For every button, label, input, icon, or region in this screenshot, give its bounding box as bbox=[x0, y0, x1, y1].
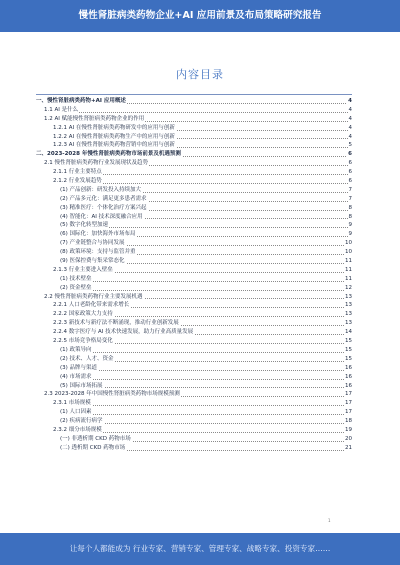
toc-entry-page: 13 bbox=[345, 311, 352, 318]
toc-entry-page: 17 bbox=[345, 409, 352, 416]
toc-entry-page: 13 bbox=[345, 293, 352, 300]
toc-entry-page: 15 bbox=[345, 346, 352, 353]
toc-entry[interactable] bbox=[36, 364, 352, 373]
toc-leader-dots bbox=[68, 281, 348, 282]
toc-entry-title: (3) 品牌与渠道 bbox=[60, 364, 98, 371]
toc-entry-page: 15 bbox=[345, 338, 352, 345]
toc-entry[interactable] bbox=[36, 230, 352, 239]
toc-entry[interactable] bbox=[36, 213, 352, 222]
toc-entry[interactable] bbox=[36, 408, 352, 417]
toc-entry[interactable] bbox=[36, 97, 352, 106]
toc-entry[interactable] bbox=[36, 275, 352, 284]
toc-entry-title: (4) 市场需求 bbox=[60, 373, 92, 380]
toc-entry-title: 1.2.2 AI 在慢性肾脏病类药物生产中的应用与创新 bbox=[53, 133, 175, 140]
toc-entry-title: (二) 透析期 CKD 药物市场 bbox=[60, 444, 126, 451]
toc-entry-title: (5) 国际市场拓展 bbox=[60, 382, 103, 389]
toc-entry-title: (8) 政策环境：支持与监管并重 bbox=[60, 249, 136, 256]
toc-leader-dots bbox=[68, 387, 348, 388]
toc-entry-title: (1) 技术壁垒 bbox=[60, 275, 92, 282]
toc-entry[interactable] bbox=[36, 444, 352, 453]
toc-entry-page: 17 bbox=[345, 400, 352, 407]
toc-entry[interactable] bbox=[36, 204, 352, 213]
toc-entry-title: (3) 精准医疗：个体化治疗方案兴起 bbox=[60, 204, 147, 211]
toc-entry[interactable] bbox=[36, 257, 352, 266]
toc-entry[interactable] bbox=[36, 124, 352, 133]
toc-entry-page: 11 bbox=[345, 258, 352, 265]
toc-entry-title: (1) 人口因素 bbox=[60, 409, 92, 416]
toc-entry[interactable] bbox=[36, 133, 352, 142]
toc-entry-page: 12 bbox=[345, 284, 352, 291]
toc-entry-title: 1.2 AI 赋能慢性肾脏病类药物企业的作用 bbox=[44, 115, 145, 122]
table-of-contents bbox=[36, 97, 352, 453]
toc-entry-page: 16 bbox=[345, 382, 352, 389]
toc-entry-page: 21 bbox=[345, 444, 352, 451]
toc-entry[interactable] bbox=[36, 301, 352, 310]
toc-entry[interactable] bbox=[36, 221, 352, 230]
toc-entry[interactable] bbox=[36, 239, 352, 248]
toc-entry[interactable] bbox=[36, 399, 352, 408]
toc-leader-dots bbox=[68, 290, 348, 291]
toc-entry-title: 2.2.1 人口老龄化带来需求增长 bbox=[53, 302, 130, 309]
toc-entry-page: 11 bbox=[345, 275, 352, 282]
toc-entry-title: 2.3.2 细分市场规模 bbox=[53, 426, 102, 433]
toc-entry-page: 4 bbox=[348, 133, 352, 140]
toc-entry-title: 2.2.5 市场竞争格局变化 bbox=[53, 338, 113, 345]
toc-entry-page: 6 bbox=[348, 160, 352, 167]
toc-leader-dots bbox=[68, 227, 348, 228]
toc-entry-title: (一) 非透析期 CKD 药物市场 bbox=[60, 435, 131, 442]
toc-entry[interactable] bbox=[36, 319, 352, 328]
toc-entry-page: 15 bbox=[345, 355, 352, 362]
toc-entry-page: 8 bbox=[348, 204, 352, 211]
toc-entry[interactable] bbox=[36, 159, 352, 168]
toc-entry[interactable] bbox=[36, 293, 352, 302]
toc-entry-page: 14 bbox=[345, 329, 352, 336]
page-number: 1 bbox=[328, 518, 331, 523]
toc-entry-page: 7 bbox=[348, 186, 352, 193]
toc-leader-dots bbox=[52, 112, 348, 113]
toc-entry-page: 9 bbox=[348, 231, 352, 238]
toc-heading: 内容目录 bbox=[176, 68, 224, 81]
toc-entry-title: (7) 产业链整合与协同发展 bbox=[60, 240, 125, 247]
toc-entry-page: 7 bbox=[348, 195, 352, 202]
toc-entry-page: 9 bbox=[348, 222, 352, 229]
toc-entry[interactable] bbox=[36, 106, 352, 115]
toc-entry-title: 1.2.1 AI 在慢性肾脏病类药物研发中的应用与创新 bbox=[53, 124, 175, 131]
toc-entry-title: (1) 产品创新：研发投入持续加大 bbox=[60, 186, 142, 193]
toc-entry-title: (1) 政策导向 bbox=[60, 346, 92, 353]
toc-leader-dots bbox=[61, 405, 348, 406]
toc-leader-dots bbox=[68, 370, 348, 371]
report-title: 慢性肾脏病类药物企业+AI 应用前景及布局策略研究报告 bbox=[78, 10, 322, 21]
toc-entry-page: 17 bbox=[345, 391, 352, 398]
toc-entry-title: (2) 疾病流行病学 bbox=[60, 418, 103, 425]
toc-entry-title: 1.2.3 AI 在慢性肾脏病类药物营销中的应用与创新 bbox=[53, 142, 175, 149]
toc-entry-title: 2.3 2023-2028 年中国慢性肾脏病类药物市场规模预测 bbox=[44, 391, 180, 398]
toc-entry-page: 6 bbox=[348, 151, 352, 158]
toc-entry-page: 6 bbox=[348, 169, 352, 176]
toc-entry-title: 2.2.2 国家政策大力支持 bbox=[53, 311, 113, 318]
toc-entry-page: 4 bbox=[348, 115, 352, 122]
toc-entry-title: 2.2 慢性肾脏病类药物行业主要发展机遇 bbox=[44, 293, 143, 300]
toc-entry-title: (9) 医保控费与集采常态化 bbox=[60, 258, 125, 265]
toc-divider bbox=[36, 94, 352, 95]
toc-leader-dots bbox=[61, 432, 348, 433]
toc-entry-page: 8 bbox=[348, 213, 352, 220]
toc-entry-title: 2.1.3 行业主要进入壁垒 bbox=[53, 266, 113, 273]
toc-entry-title: 1.1 AI 是什么 bbox=[44, 106, 79, 113]
toc-leader-dots bbox=[68, 414, 348, 415]
toc-entry[interactable] bbox=[36, 337, 352, 346]
toc-entry-title: (2) 技术、人才、资金 bbox=[60, 355, 114, 362]
toc-entry[interactable] bbox=[36, 328, 352, 337]
toc-entry-title: (2) 产品多元化：满足更多患者需求 bbox=[60, 195, 147, 202]
toc-entry-page: 18 bbox=[345, 418, 352, 425]
toc-entry-page: 4 bbox=[348, 124, 352, 131]
toc-entry-page: 10 bbox=[345, 249, 352, 256]
toc-leader-dots bbox=[61, 174, 348, 175]
toc-entry[interactable] bbox=[36, 284, 352, 293]
toc-entry-page: 19 bbox=[345, 426, 352, 433]
toc-entry[interactable] bbox=[36, 115, 352, 124]
toc-entry[interactable] bbox=[36, 141, 352, 150]
toc-entry-title: 2.1.2 行业发展趋势 bbox=[53, 178, 102, 185]
toc-entry-title: 2.2.4 数字医疗与 AI 技术快速发展，助力行业高质量发展 bbox=[53, 329, 194, 336]
toc-entry[interactable] bbox=[36, 390, 352, 399]
toc-entry-title: 2.1 慢性肾脏病类药物行业发展现状及趋势 bbox=[44, 160, 148, 167]
toc-entry-page: 13 bbox=[345, 302, 352, 309]
toc-leader-dots bbox=[68, 423, 348, 424]
toc-entry-title: (4) 智能化：AI 技术深度融合应用 bbox=[60, 213, 143, 220]
toc-entry-page: 16 bbox=[345, 364, 352, 371]
toc-entry[interactable] bbox=[36, 168, 352, 177]
toc-entry[interactable] bbox=[36, 426, 352, 435]
toc-entry[interactable] bbox=[36, 310, 352, 319]
toc-entry[interactable] bbox=[36, 195, 352, 204]
toc-entry-title: (6) 国际化：加快海外市场布局 bbox=[60, 231, 136, 238]
toc-entry-title: 2.3.1 市场规模 bbox=[53, 400, 91, 407]
toc-entry-title: 一、慢性肾脏病类药物+AI 应用概述 bbox=[36, 98, 126, 104]
toc-entry-title: 2.2.3 新技术与新疗法不断涌现，推动行业创新发展 bbox=[53, 320, 179, 327]
toc-entry-page: 6 bbox=[348, 178, 352, 185]
toc-entry-page: 11 bbox=[345, 266, 352, 273]
toc-entry[interactable] bbox=[36, 177, 352, 186]
toc-entry[interactable] bbox=[36, 355, 352, 364]
toc-entry-title: 二、2023-2028 年慢性肾脏病类药物市场前景及机遇预测 bbox=[36, 151, 181, 158]
toc-entry-page: 5 bbox=[348, 142, 352, 149]
toc-leader-dots bbox=[68, 352, 348, 353]
toc-entry-page: 16 bbox=[345, 373, 352, 380]
toc-entry[interactable] bbox=[36, 373, 352, 382]
toc-entry-page: 20 bbox=[345, 435, 352, 442]
toc-entry-page: 10 bbox=[345, 240, 352, 247]
toc-entry[interactable] bbox=[36, 266, 352, 275]
toc-entry-page: 4 bbox=[348, 98, 352, 104]
toc-entry-title: (5) 数字化转型加速 bbox=[60, 222, 109, 229]
footer-slogan: 让每个人都能成为 行业专家、营销专家、管理专家、战略专家、投资专家…… bbox=[69, 544, 331, 553]
toc-entry-page: 13 bbox=[345, 320, 352, 327]
toc-entry[interactable] bbox=[36, 417, 352, 426]
toc-entry[interactable] bbox=[36, 435, 352, 444]
toc-entry-title: 2.1.1 行业主要特点 bbox=[53, 169, 102, 176]
toc-entry[interactable] bbox=[36, 248, 352, 257]
toc-entry[interactable] bbox=[36, 346, 352, 355]
toc-entry-page: 4 bbox=[348, 106, 352, 113]
toc-entry-title: (2) 资金壁垒 bbox=[60, 284, 92, 291]
toc-leader-dots bbox=[68, 379, 348, 380]
toc-entry[interactable] bbox=[36, 150, 352, 159]
toc-entry[interactable] bbox=[36, 382, 352, 391]
toc-entry[interactable] bbox=[36, 186, 352, 195]
toc-leader-dots bbox=[61, 183, 348, 184]
